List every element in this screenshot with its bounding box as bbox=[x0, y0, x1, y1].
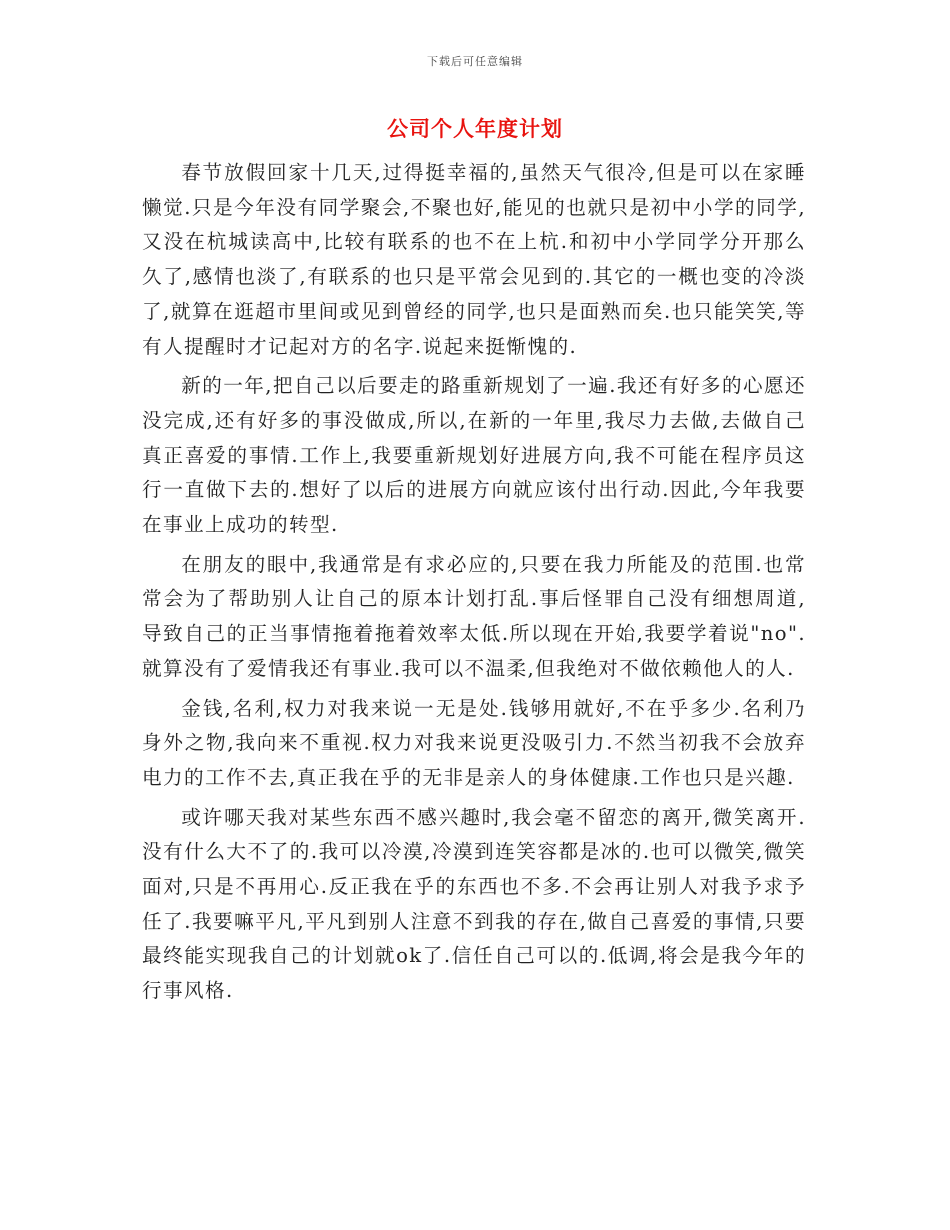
paragraph-3: 在朋友的眼中,我通常是有求必应的,只要在我力所能及的范围.也常常会为了帮助别人让自己的原本计划打乱.事后怪罪自己没有细想周道,导致自己的正当事情拖着拖着效率太低.所以现在开始,我要学着说"no".就算没有了爱情我还有事业.我可以不温柔,但我绝对不做依赖他人的人. bbox=[142, 552, 806, 680]
paragraph-1: 春节放假回家十几天,过得挺幸福的,虽然天气很冷,但是可以在家睡懒觉.只是今年没有同学聚会,不聚也好,能见的也就只是初中小学的同学,又没在杭城读高中,比较有联系的也不在上杭.和初中小学同学分开那么久了,感情也淡了,有联系的也只是平常会见到的.其它的一概也变的冷淡了,就算在逛超市里间或见到曾经的同学,也只是面熟而矣.也只能笑笑,等有人提醒时才记起对方的名字.说起来挺惭愧的. bbox=[142, 161, 806, 358]
paragraph-5: 或许哪天我对某些东西不感兴趣时,我会毫不留恋的离开,微笑离开.没有什么大不了的.我可以冷漠,冷漠到连笑容都是冰的.也可以微笑,微笑面对,只是不再用心.反正我在乎的东西也不多.不会再让别人对我予求予任了.我要嘛平凡,平凡到别人注意不到我的存在,做自己喜爱的事情,只要最终能实现我自己的计划就ok了.信任自己可以的.低调,将会是我今年的行事风格. bbox=[142, 805, 806, 1003]
header-note: 下载后可任意编辑 bbox=[427, 55, 523, 68]
document-title: 公司个人年度计划 bbox=[387, 116, 563, 141]
paragraph-2: 新的一年,把自己以后要走的路重新规划了一遍.我还有好多的心愿还没完成,还有好多的事没做成,所以,在新的一年里,我尽力去做,去做自己真正喜爱的事情.工作上,我要重新规划好进展方向,我不可能在程序员这行一直做下去的.想好了以后的进展方向就应该付出行动.因此,今年我要在事业上成功的转型. bbox=[142, 374, 806, 537]
document-body bbox=[142, 156, 806, 1014]
paragraph-4: 金钱,名利,权力对我来说一无是处.钱够用就好,不在乎多少.名利乃身外之物,我向来不重视.权力对我来说更没吸引力.不然当初我不会放弃电力的工作不去,真正我在乎的无非是亲人的身体健康.工作也只是兴趣. bbox=[142, 696, 806, 789]
